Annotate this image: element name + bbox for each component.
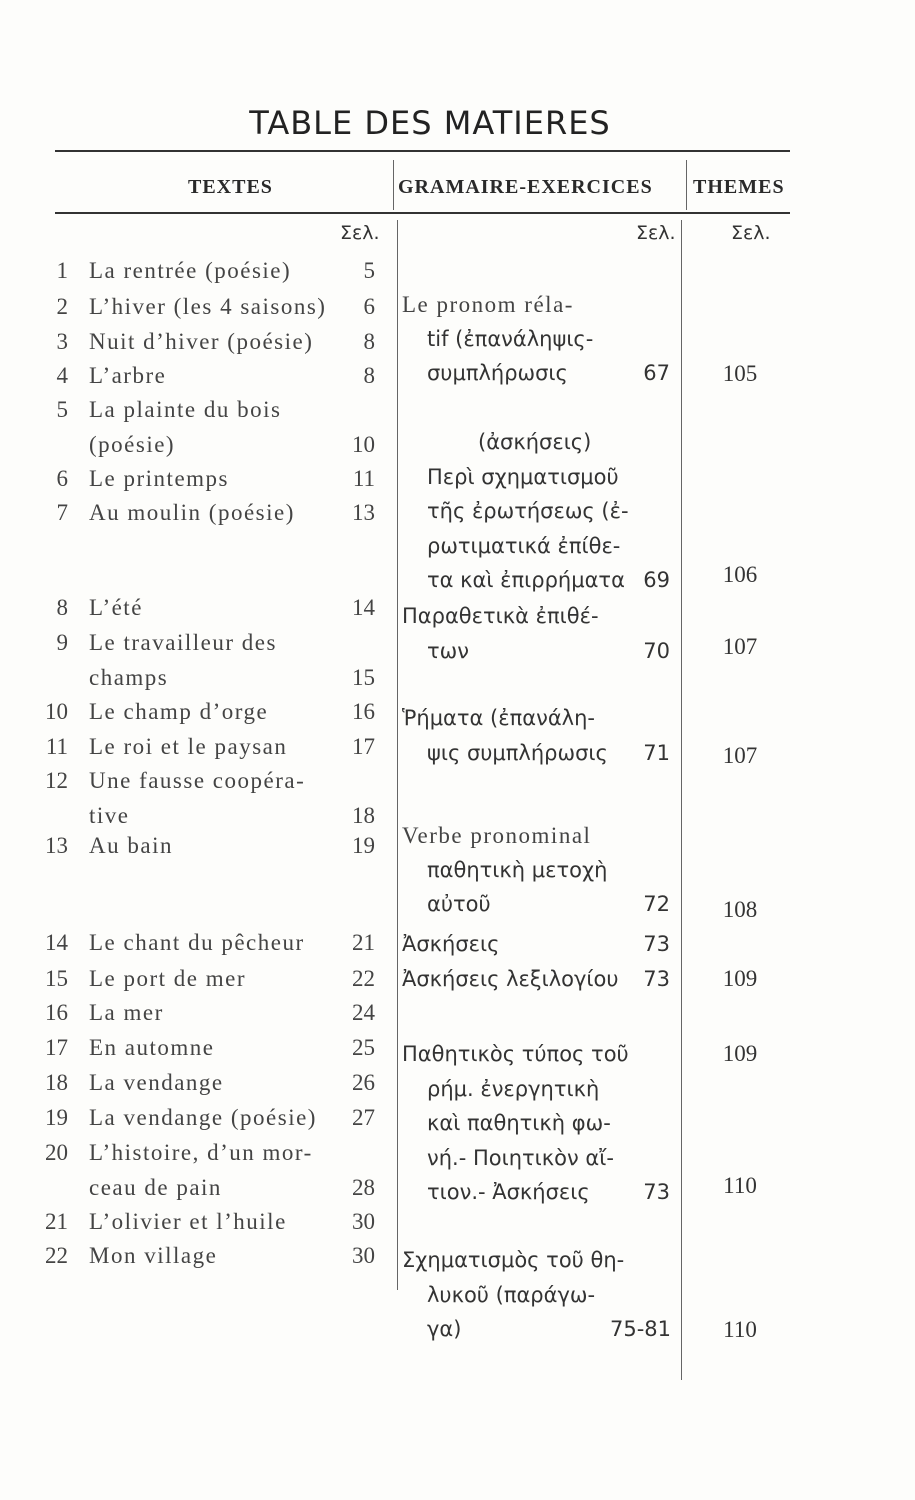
grammar-entry-page: 67 xyxy=(643,361,670,385)
text-entry-page: 5 xyxy=(363,258,375,283)
grammar-entry-line: καὶ παθητικὴ φω- xyxy=(427,1111,611,1135)
text-entry-title: Le travailleur des xyxy=(89,630,277,655)
text-entry-page: 27 xyxy=(352,1105,375,1130)
text-entry-title: Au bain xyxy=(89,833,173,858)
text-entry-title: Le champ d’orge xyxy=(89,699,269,724)
text-entry-number: 14 xyxy=(45,930,68,955)
theme-page: 110 xyxy=(723,1173,757,1198)
theme-page: 106 xyxy=(722,562,758,587)
text-entry-page: 24 xyxy=(352,1000,375,1025)
sel-label-textes: Σελ. xyxy=(340,222,380,244)
grammar-entry-line: Περὶ σχηματισμοῦ xyxy=(427,464,619,489)
header-grammaire: GRAMAIRE-EXERCICES xyxy=(398,176,653,198)
page-title: TABLE DES MATIERES xyxy=(249,104,611,142)
text-entry-number: 8 xyxy=(56,595,68,620)
text-entry-number: 9 xyxy=(56,630,68,655)
grammar-entry-page: 70 xyxy=(643,638,670,663)
text-entry-number: 10 xyxy=(45,699,68,724)
text-entry-title: La mer xyxy=(89,1000,164,1025)
text-entry-title: Le port de mer xyxy=(89,966,247,991)
grammar-entry-page: 73 xyxy=(643,1180,670,1204)
text-entry-number: 4 xyxy=(56,363,68,388)
text-entry-number: 11 xyxy=(45,734,68,759)
grammar-entry-page: 71 xyxy=(643,740,670,765)
text-entry-number: 17 xyxy=(45,1035,68,1060)
grammar-entry-line: λυκοῦ (παράγω- xyxy=(427,1282,596,1307)
grammar-entry-line: ρωτιματικά ἐπίθε- xyxy=(427,533,621,558)
text-entry-page: 28 xyxy=(352,1175,375,1200)
text-entry-page: 11 xyxy=(352,466,375,491)
text-entry-title-continued: champs xyxy=(89,665,169,690)
grammar-entry-line: τιον.- Ἀσκήσεις xyxy=(427,1180,590,1204)
text-entry-page: 10 xyxy=(352,432,375,457)
text-entry-number: 6 xyxy=(56,466,68,491)
text-entry-page: 15 xyxy=(352,665,375,690)
grammar-entry-line: συμπλήρωσις xyxy=(427,361,568,385)
text-entry-title: La vendange (poésie) xyxy=(89,1105,317,1130)
text-entry-number: 12 xyxy=(45,768,68,793)
text-entry-title: L’hiver (les 4 saisons) xyxy=(89,294,327,319)
text-entry-page: 16 xyxy=(352,699,375,724)
grammar-entry-line: αὐτοῦ xyxy=(427,892,491,916)
text-entry-number: 15 xyxy=(45,966,68,991)
grammar-entry-page: 72 xyxy=(643,892,670,916)
grammar-entry-line: tif (ἐπανάληψις- xyxy=(427,326,594,351)
text-entry-title: La vendange xyxy=(89,1070,224,1095)
theme-page: 109 xyxy=(722,1041,758,1066)
text-entry-number: 2 xyxy=(56,294,68,319)
text-entry-title-continued: (poésie) xyxy=(89,432,176,457)
grammar-entry-line: Παθητικὸς τύπος τοῦ xyxy=(402,1042,629,1066)
grammar-entry-line: Ῥήματα (ἐπανάλη- xyxy=(402,706,595,730)
grammar-entry-line: Ἀσκήσεις xyxy=(402,932,500,956)
theme-page: 107 xyxy=(722,634,758,659)
header-themes: THEMES xyxy=(693,176,785,198)
text-entry-number: 16 xyxy=(45,1000,68,1025)
grammar-entry-line: Le pronom réla- xyxy=(402,292,574,317)
text-entry-number: 13 xyxy=(45,833,68,858)
text-entry-page: 26 xyxy=(352,1070,375,1095)
column-divider-2 xyxy=(686,160,687,210)
grammar-entry-line: παθητικὴ μετοχὴ xyxy=(427,857,608,882)
text-entry-title: Mon village xyxy=(89,1243,218,1268)
grammar-entry-line: Σχηματισμὸς τοῦ θη- xyxy=(402,1248,625,1272)
text-entry-title: Une fausse coopéra- xyxy=(89,768,306,793)
text-entry-page: 13 xyxy=(352,500,375,525)
theme-page: 105 xyxy=(722,361,758,386)
grammar-entry-line: τῆς ἐρωτήσεως (ἐ- xyxy=(427,499,629,523)
text-entry-title: La rentrée (poésie) xyxy=(89,258,292,283)
header-textes: TEXTES xyxy=(188,176,273,198)
theme-page: 110 xyxy=(723,1317,757,1342)
text-entry-title: En automne xyxy=(89,1035,215,1060)
grammar-entry-line: ρήμ. ἐνεργητικὴ xyxy=(427,1076,600,1101)
text-entry-page: 30 xyxy=(352,1243,375,1268)
text-entry-page: 22 xyxy=(352,966,375,991)
grammar-entry-line: (ἀσκήσεις) xyxy=(478,430,592,454)
text-entry-title-continued: ceau de pain xyxy=(89,1175,222,1200)
text-entry-title-continued: tive xyxy=(89,803,130,828)
grammar-entry-line: τα καὶ ἐπιρρήματα xyxy=(427,568,625,592)
text-entry-number: 3 xyxy=(56,329,68,354)
text-entry-title: Le printemps xyxy=(89,466,229,491)
text-entry-title: L’histoire, d’un mor- xyxy=(89,1140,313,1165)
column-divider-2-body xyxy=(681,220,682,1380)
top-rule xyxy=(55,150,790,152)
text-entry-page: 21 xyxy=(352,930,375,955)
text-entry-title: L’été xyxy=(89,595,143,620)
grammar-entry-line: γα) xyxy=(427,1317,462,1341)
text-entry-number: 19 xyxy=(45,1105,68,1130)
text-entry-number: 18 xyxy=(45,1070,68,1095)
grammar-entry-line: Ἀσκήσεις λεξιλογίου xyxy=(402,967,619,991)
text-entry-page: 6 xyxy=(363,294,375,319)
column-divider-1 xyxy=(393,160,394,210)
grammar-entry-page: 69 xyxy=(643,568,670,592)
sel-label-themes: Σελ. xyxy=(731,222,771,244)
grammar-entry-line: Παραθετικὰ ἐπιθέ- xyxy=(402,604,599,628)
sel-label-grammaire: Σελ. xyxy=(636,222,676,244)
text-entry-page: 8 xyxy=(363,363,375,388)
theme-page: 107 xyxy=(722,743,758,768)
text-entry-number: 21 xyxy=(45,1209,68,1234)
text-entry-page: 25 xyxy=(352,1035,375,1060)
text-entry-title: L’arbre xyxy=(89,363,167,388)
text-entry-title: L’olivier et l’huile xyxy=(89,1209,287,1234)
grammar-entry-line: των xyxy=(427,638,469,663)
column-divider-1-body xyxy=(397,220,398,1290)
text-entry-number: 20 xyxy=(45,1140,68,1165)
text-entry-title: Nuit d’hiver (poésie) xyxy=(89,329,314,354)
text-entry-number: 5 xyxy=(56,397,68,422)
text-entry-number: 1 xyxy=(56,258,68,283)
text-entry-title: Le roi et le paysan xyxy=(89,734,288,759)
text-entry-page: 18 xyxy=(352,803,375,828)
text-entry-page: 19 xyxy=(352,833,375,858)
text-entry-page: 30 xyxy=(352,1209,375,1234)
header-rule xyxy=(55,212,790,214)
text-entry-title: Au moulin (poésie) xyxy=(89,500,295,525)
grammar-entry-line: ψις συμπλήρωσις xyxy=(427,740,608,765)
text-entry-title: La plainte du bois xyxy=(89,397,282,422)
text-entry-number: 7 xyxy=(56,500,68,525)
text-entry-number: 22 xyxy=(45,1243,68,1268)
grammar-entry-page: 73 xyxy=(643,967,670,991)
theme-page: 108 xyxy=(722,897,758,922)
grammar-entry-line: νή.- Ποιητικὸν αἴ- xyxy=(427,1145,614,1170)
text-entry-page: 14 xyxy=(352,595,375,620)
grammar-entry-line: Verbe pronominal xyxy=(402,823,592,848)
text-entry-page: 8 xyxy=(363,329,375,354)
text-entry-page: 17 xyxy=(352,734,375,759)
grammar-entry-page: 75-81 xyxy=(610,1317,672,1341)
grammar-entry-page: 73 xyxy=(643,932,670,956)
theme-page: 109 xyxy=(722,966,758,991)
text-entry-title: Le chant du pêcheur xyxy=(89,930,305,955)
